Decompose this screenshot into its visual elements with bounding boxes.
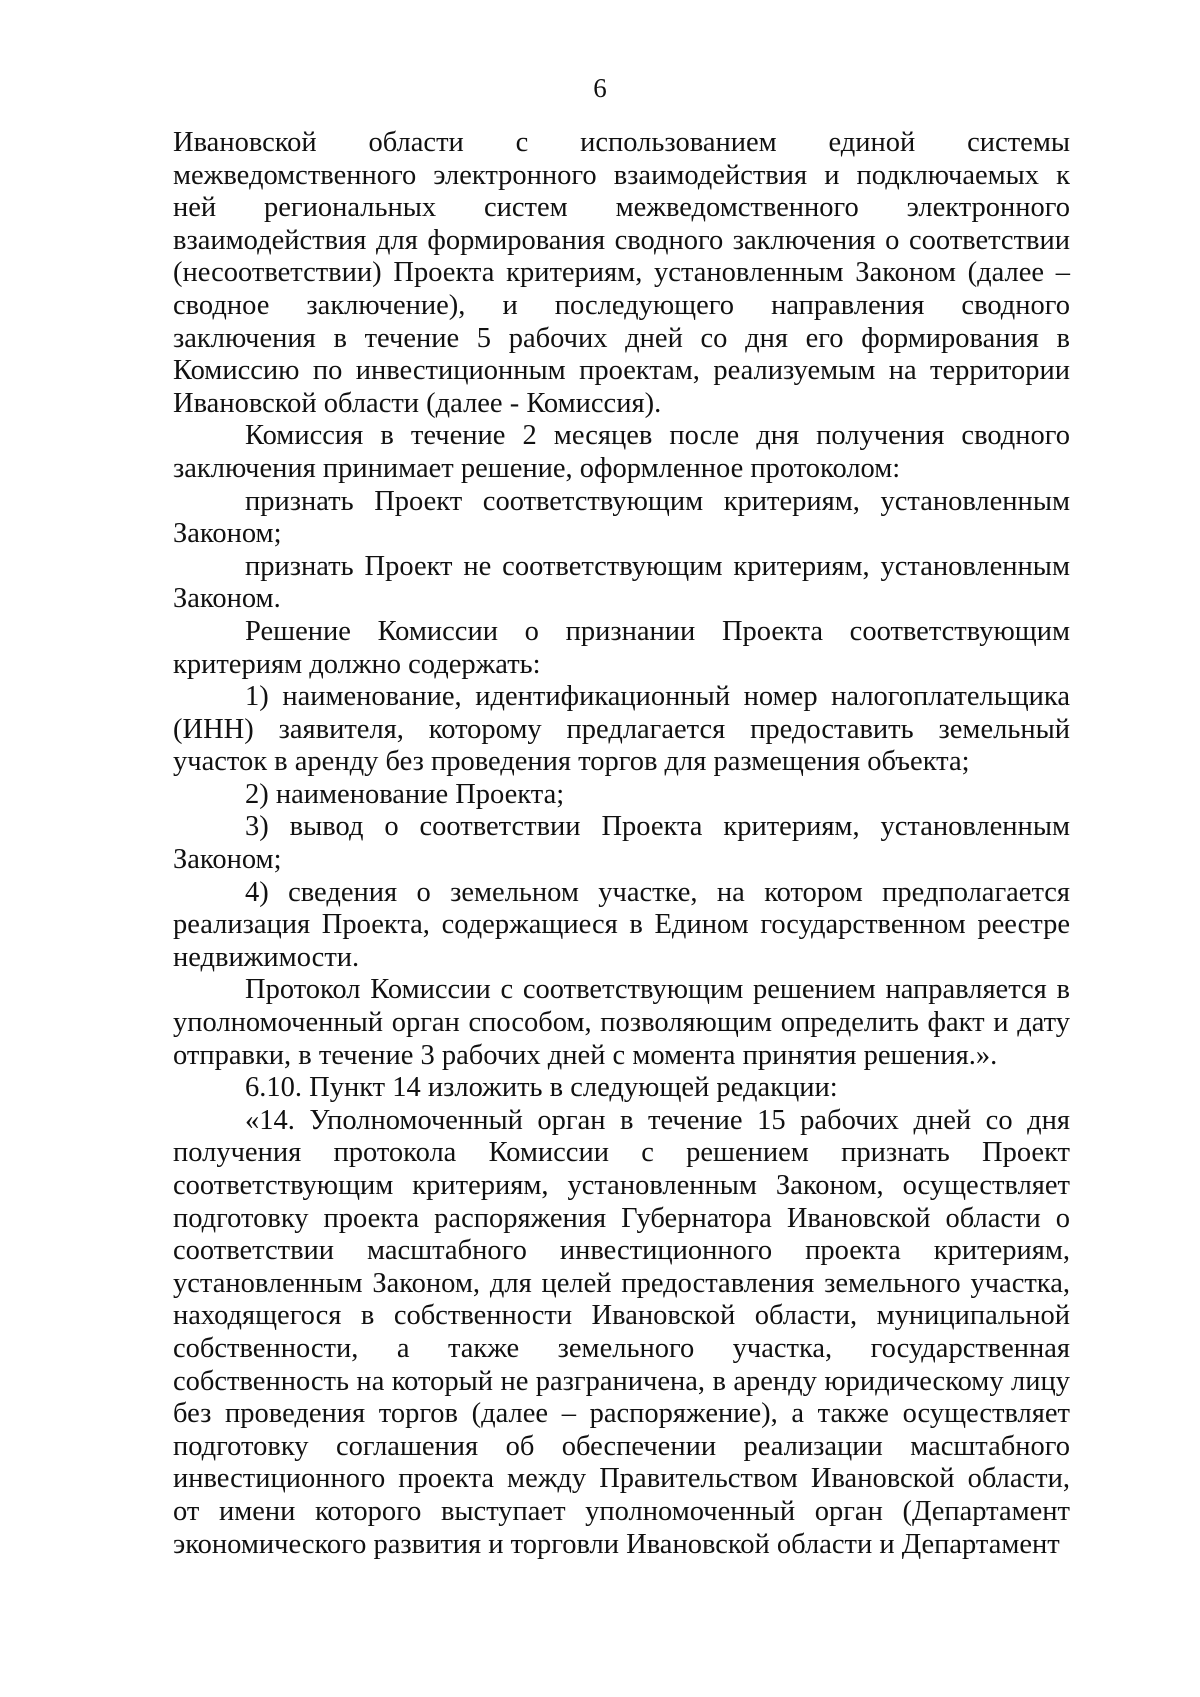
paragraph-clause-14: «14. Уполномоченный орган в течение 15 рабочих дней со дня получения протокола Комиссии с решением признать Проект соответствующим критериям, установленным Законом, осуществляет подготовку проекта распоряжения Губернатора Ивановской области о соответствии масштабного инвестиционного проекта критериям, установленным Законом, для целей предоставления земельного участка, находящегося в собственности Ивановской области, муниципальной собственности, а также земельного участка, государственная собственность на который не разграничена, в аренду юридическому лицу без проведения торгов (далее – распоряжение), а также осуществляет подготовку соглашения об обеспечении реализации масштабного инвестиционного проекта между Правительством Ивановской области, от имени которого выступает уполномоченный орган (Департамент экономического развития и торговли Ивановской области и Департамент — [173, 1104, 1070, 1560]
list-item-1: 1) наименование, идентификационный номер налогоплательщика (ИНН) заявителя, которому предлагается предоставить земельный участок в аренду без проведения торгов для размещения объекта; — [173, 681, 1070, 778]
paragraph-commission-decision: Комиссия в течение 2 месяцев после дня получения сводного заключения принимает решение, оформленное протоколом: — [173, 420, 1070, 484]
paragraph-decision-contents: Решение Комиссии о признании Проекта соответствующим критериям должно содержать: — [173, 615, 1070, 680]
list-item-3: 3) вывод о соответствии Проекта критериям, установленным Законом; — [173, 811, 1070, 876]
page-number: 6 — [593, 73, 607, 103]
paragraph-option-compliant: признать Проект соответствующим критериям, установленным Законом; — [173, 485, 1070, 550]
paragraph-protocol: Протокол Комиссии с соответствующим решением направляется в уполномоченный орган способом, позволяющим определить факт и дату отправки, в течение 3 рабочих дней с момента принятия решения.». — [173, 974, 1070, 1071]
list-item-2: 2) наименование Проекта; — [245, 778, 565, 810]
paragraph-clause-6-10: 6.10. Пункт 14 изложить в следующей редакции: — [245, 1072, 838, 1104]
paragraph-option-noncompliant: признать Проект не соответствующим критериям, установленным Законом. — [173, 550, 1070, 615]
list-item-4: 4) сведения о земельном участке, на котором предполагается реализация Проекта, содержащиеся в Едином государственном реестре недвижимости. — [173, 876, 1070, 973]
document-body — [173, 127, 1070, 1561]
paragraph-continuation: Ивановской области с использованием единой системы межведомственного электронного взаимодействия и подключаемых к ней региональных систем межведомственного электронного взаимодействия для формирования сводного заключения о соответствии (несоответствии) Проекта критериям, установленным Законом (далее – сводное заключение), и последующего направления сводного заключения в течение 5 рабочих дней со дня его формирования в Комиссию по инвестиционным проектам, реализуемым на территории Ивановской области (далее - Комиссия). — [173, 127, 1070, 419]
